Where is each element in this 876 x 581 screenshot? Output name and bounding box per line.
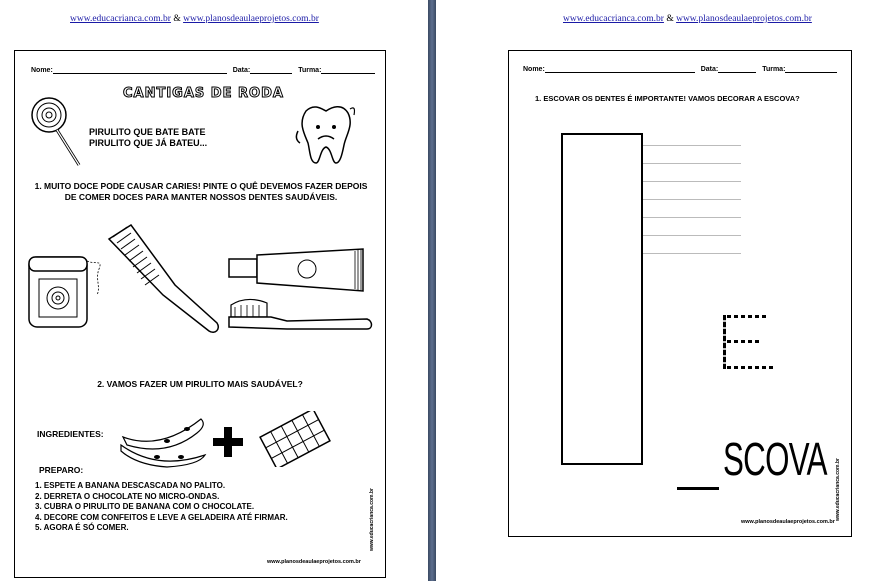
left-worksheet: [14, 50, 386, 578]
class-label: Turma:: [298, 67, 322, 74]
verse: [89, 127, 207, 149]
question-1: 1. ESCOVAR OS DENTES É IMPORTANTE! VAMOS DECORAR A ESCOVA?: [535, 94, 800, 103]
name-row: [523, 66, 837, 73]
date-label: Data:: [700, 66, 719, 73]
verse-line-2: PIRULITO QUE JÁ BATEU...: [89, 138, 208, 148]
prep-steps: [35, 481, 288, 534]
ingredients-label: INGREDIENTES:: [37, 429, 104, 439]
date-line: [718, 66, 756, 73]
prep-label: PREPARO:: [39, 465, 84, 475]
question-1-line-2: DE COMER DOCES PARA MANTER NOSSOS DENTES SAUDÁVEIS.: [64, 192, 338, 202]
prep-step: 4. DECORE COM CONFEITOS E LEVE A GELADEIRA ATÉ FIRMAR.: [35, 512, 288, 522]
window-divider: [428, 0, 436, 581]
question-1-line-1: 1. MUITO DOCE PODE CAUSAR CARIES! PINTE O QUÊ DEVEMOS FAZER DEPOIS: [34, 181, 368, 191]
question-1: [21, 181, 381, 203]
letter-blank: [677, 487, 719, 490]
sad-tooth-icon: [290, 101, 360, 167]
dental-floss-icon: [25, 247, 107, 331]
prep-step: 5. AGORA É SÓ COMER.: [35, 523, 129, 532]
name-row: [31, 67, 375, 74]
class-line: [321, 67, 375, 74]
name-label: Nome:: [523, 66, 545, 73]
verse-line-1: PIRULITO QUE BATE BATE: [89, 127, 206, 137]
date-line: [250, 67, 292, 74]
dotted-letter-e-icon: [719, 311, 779, 373]
date-label: Data:: [232, 67, 251, 74]
name-line: [53, 67, 227, 74]
header-links-right: [563, 14, 812, 24]
planosdeaula-link[interactable]: www.planosdeaulaeprojetos.com.br: [676, 14, 812, 24]
scova-word: SCOVA: [723, 433, 827, 485]
banana-icon: [117, 411, 209, 471]
right-footer: www.planosdeaulaeprojetos.com.br: [741, 519, 835, 525]
class-label: Turma:: [762, 66, 786, 73]
chocolate-bar-icon: [257, 411, 333, 467]
left-side-text: www.educacrianca.com.br: [369, 488, 375, 551]
prep-step: 2. DERRETA O CHOCOLATE NO MICRO-ONDAS.: [35, 491, 220, 501]
planosdeaula-link[interactable]: www.planosdeaulaeprojetos.com.br: [183, 14, 319, 24]
name-label: Nome:: [31, 67, 53, 74]
toothpaste-icon: [227, 247, 367, 293]
class-line: [785, 66, 837, 73]
right-side-text: www.educacrianca.com.br: [835, 458, 841, 521]
left-footer: www.planosdeaulaeprojetos.com.br: [267, 559, 361, 565]
question-2: 2. VAMOS FAZER UM PIRULITO MAIS SAUDÁVEL?: [97, 379, 303, 389]
header-links-left: [70, 14, 319, 24]
prep-step: 3. CUBRA O PIRULITO DE BANANA COM O CHOCOLATE.: [35, 502, 255, 511]
lollipop-icon: [29, 93, 85, 169]
educacrianca-link[interactable]: www.educacrianca.com.br: [70, 14, 171, 24]
plus-icon: [213, 427, 243, 457]
name-line: [545, 66, 695, 73]
toothbrush-icon: [227, 295, 373, 335]
prep-step: 1. ESPETE A BANANA DESCASCADA NO PALITO.: [35, 481, 226, 490]
worksheet-title: CANTIGAS DE RODA: [123, 86, 284, 101]
toothbrush-handle-box: [561, 133, 643, 465]
right-worksheet: [508, 50, 852, 537]
educacrianca-link[interactable]: www.educacrianca.com.br: [563, 14, 664, 24]
ampersand: &: [666, 14, 674, 24]
bristle-lines: [643, 129, 741, 254]
comb-icon: [105, 223, 225, 335]
ampersand: &: [173, 14, 181, 24]
